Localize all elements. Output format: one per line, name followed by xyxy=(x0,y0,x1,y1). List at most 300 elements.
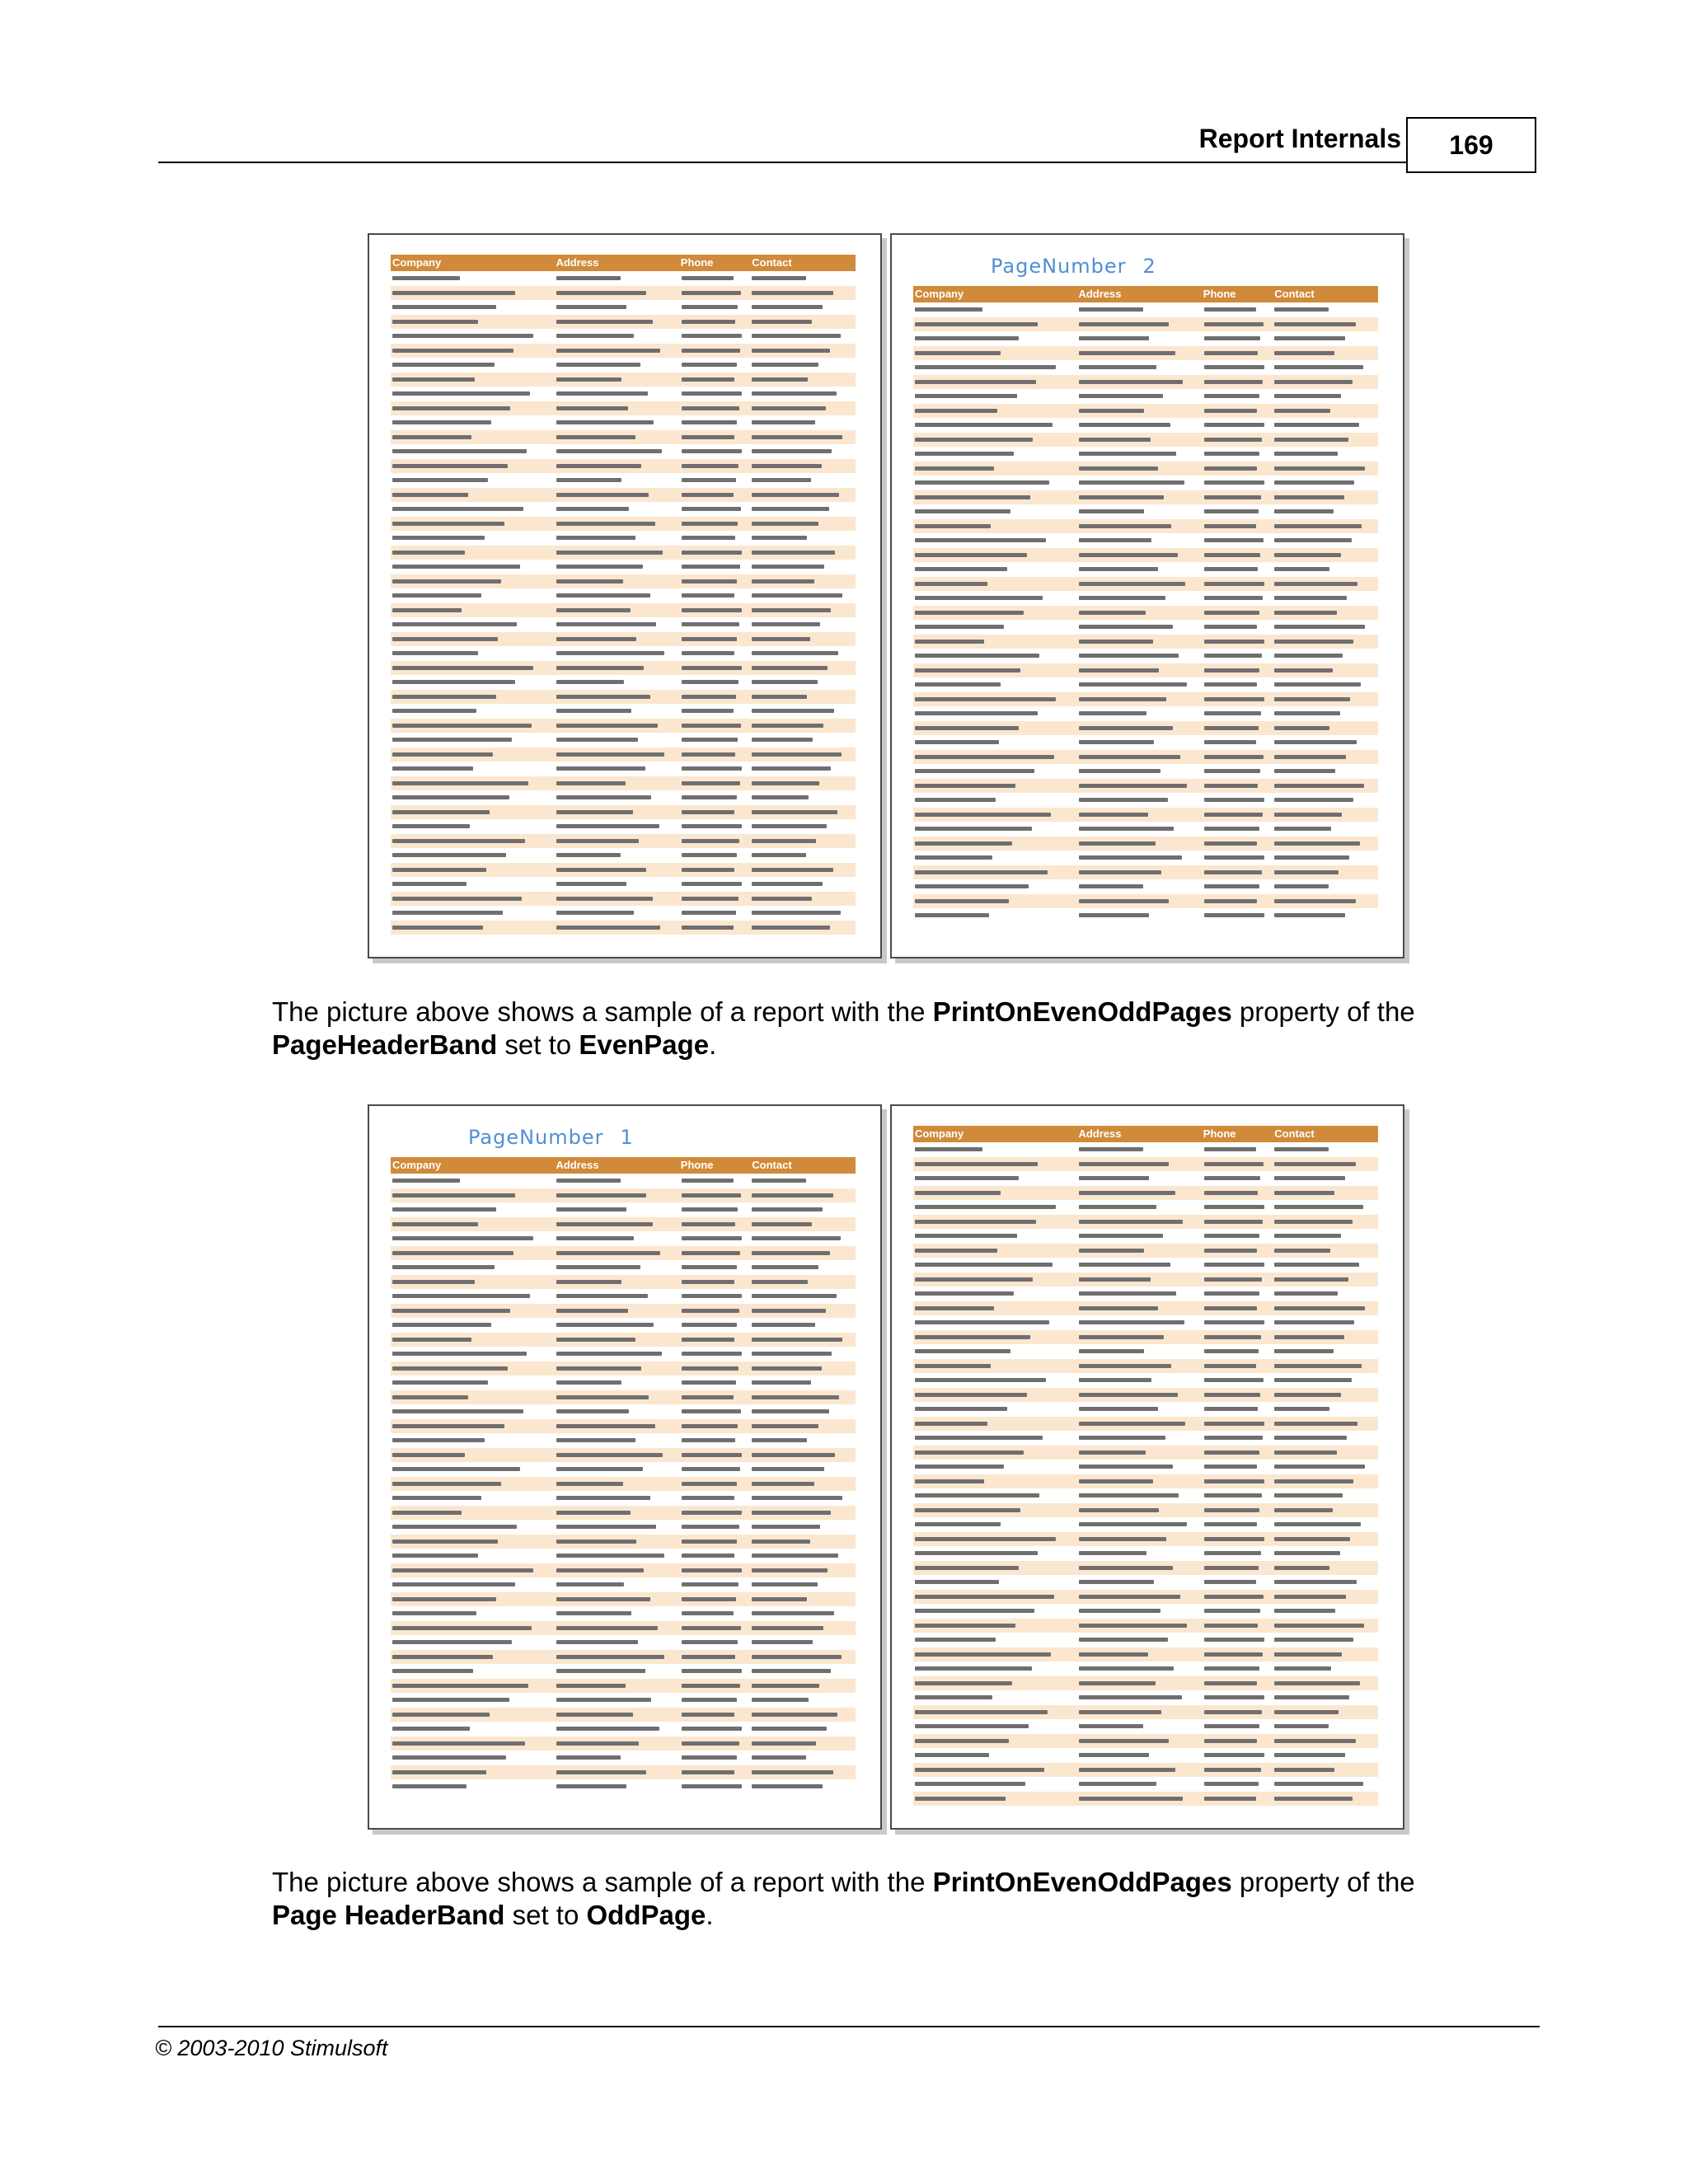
cell-text-placeholder xyxy=(1204,1609,1261,1613)
table-cell xyxy=(750,593,856,598)
cell-text-placeholder xyxy=(556,1323,654,1327)
cell-text-placeholder xyxy=(1274,1205,1362,1209)
cell-text-placeholder xyxy=(392,1511,462,1515)
table-cell xyxy=(1273,813,1378,817)
cell-text-placeholder xyxy=(1079,740,1154,744)
table-cell xyxy=(913,1306,1077,1310)
cell-text-placeholder xyxy=(392,391,530,396)
table-cell xyxy=(680,608,751,612)
table-cell xyxy=(1077,495,1202,499)
cell-text-placeholder xyxy=(1274,1263,1358,1267)
table-cell xyxy=(1273,1638,1378,1642)
cell-text-placeholder xyxy=(1079,1407,1157,1411)
caption-odd-page xyxy=(272,1866,1475,1932)
table-cell xyxy=(680,853,751,857)
cell-text-placeholder xyxy=(1079,336,1149,340)
cell-text-placeholder xyxy=(752,911,840,915)
cell-text-placeholder xyxy=(752,897,812,901)
table-row xyxy=(913,1488,1378,1503)
table-cell xyxy=(913,567,1077,571)
cell-text-placeholder xyxy=(1079,726,1173,730)
cell-text-placeholder xyxy=(1204,1147,1256,1151)
table-cell xyxy=(391,551,555,555)
cell-text-placeholder xyxy=(752,1698,809,1702)
cell-text-placeholder xyxy=(1204,855,1265,860)
cell-text-placeholder xyxy=(1204,538,1264,542)
table-row xyxy=(391,344,856,359)
table-cell xyxy=(1273,1220,1378,1224)
cell-text-placeholder xyxy=(1274,495,1343,499)
table-cell xyxy=(555,695,679,699)
cell-text-placeholder xyxy=(915,1782,1025,1786)
cell-text-placeholder xyxy=(392,1582,515,1586)
table-row xyxy=(913,1200,1378,1215)
table-cell xyxy=(555,1698,679,1702)
table-row xyxy=(391,1275,856,1290)
cell-text-placeholder xyxy=(1204,1595,1264,1599)
cell-text-placeholder xyxy=(1079,1263,1170,1267)
table-cell xyxy=(1273,899,1378,903)
cell-text-placeholder xyxy=(556,1366,641,1371)
cell-text-placeholder xyxy=(1274,899,1355,903)
table-cell xyxy=(913,1220,1077,1224)
table-row xyxy=(391,1736,856,1751)
table-cell xyxy=(750,1784,856,1788)
table-row xyxy=(913,1763,1378,1778)
table-cell xyxy=(1077,1451,1202,1455)
table-row xyxy=(391,271,856,286)
report-page-thumbnail-left xyxy=(368,1104,882,1830)
cell-text-placeholder xyxy=(556,305,626,309)
table-row xyxy=(391,1347,856,1361)
table-cell xyxy=(1203,1493,1273,1497)
cell-text-placeholder xyxy=(682,334,743,338)
table-cell xyxy=(1203,884,1273,888)
cell-text-placeholder xyxy=(1204,827,1260,831)
cell-text-placeholder xyxy=(1274,394,1340,398)
table-row xyxy=(391,1621,856,1636)
table-cell xyxy=(555,1554,679,1558)
table-cell xyxy=(1203,1436,1273,1440)
cell-text-placeholder xyxy=(556,1611,631,1615)
cell-text-placeholder xyxy=(915,1205,1056,1209)
cell-text-placeholder xyxy=(915,1768,1044,1772)
table-cell xyxy=(1203,913,1273,917)
cell-text-placeholder xyxy=(752,1251,829,1255)
table-cell xyxy=(555,1380,679,1385)
table-cell xyxy=(1273,1335,1378,1339)
table-row xyxy=(913,447,1378,462)
table-cell xyxy=(391,593,555,598)
table-cell xyxy=(680,391,751,396)
cell-text-placeholder xyxy=(392,781,528,785)
column-header: Address xyxy=(1078,1127,1122,1140)
table-cell xyxy=(750,637,856,641)
table-cell xyxy=(1203,1393,1273,1397)
table-cell xyxy=(750,853,856,857)
table-row xyxy=(913,1330,1378,1345)
table-row xyxy=(391,444,856,459)
table-cell xyxy=(913,1335,1077,1339)
cell-text-placeholder xyxy=(915,654,1039,658)
cell-text-placeholder xyxy=(1079,855,1181,860)
table-cell xyxy=(1203,1537,1273,1541)
cell-text-placeholder xyxy=(1079,538,1151,542)
cell-text-placeholder xyxy=(752,1655,841,1659)
table-cell xyxy=(1273,1652,1378,1657)
table-cell xyxy=(1077,1335,1202,1339)
cell-text-placeholder xyxy=(915,1624,1015,1628)
cell-text-placeholder xyxy=(682,493,734,497)
table-row xyxy=(913,1517,1378,1532)
cell-text-placeholder xyxy=(915,755,1054,759)
table-cell xyxy=(555,320,679,324)
cell-text-placeholder xyxy=(1079,798,1168,802)
cell-text-placeholder xyxy=(915,625,1004,629)
table-cell xyxy=(555,637,679,641)
table-cell xyxy=(555,1179,679,1183)
table-row xyxy=(391,1462,856,1477)
cell-text-placeholder xyxy=(682,911,736,915)
table-row xyxy=(391,661,856,676)
cell-text-placeholder xyxy=(1274,1451,1336,1455)
cell-text-placeholder xyxy=(392,363,495,367)
table-cell xyxy=(391,724,555,728)
cell-text-placeholder xyxy=(915,784,1015,788)
cell-text-placeholder xyxy=(682,1669,743,1673)
cell-text-placeholder xyxy=(392,593,481,598)
cell-text-placeholder xyxy=(915,1378,1046,1382)
table-cell xyxy=(555,565,679,569)
table-row xyxy=(913,1344,1378,1359)
table-row xyxy=(913,1402,1378,1417)
cell-text-placeholder xyxy=(682,1727,743,1731)
table-cell xyxy=(1077,466,1202,471)
cell-text-placeholder xyxy=(556,724,658,728)
table-cell xyxy=(750,781,856,785)
table-row xyxy=(913,562,1378,577)
cell-text-placeholder xyxy=(752,276,805,280)
table-cell xyxy=(680,926,751,930)
cell-text-placeholder xyxy=(392,795,509,799)
cell-text-placeholder xyxy=(556,334,634,338)
table-cell xyxy=(913,711,1077,715)
table-cell xyxy=(391,1727,555,1731)
table-cell xyxy=(1203,351,1273,355)
cell-text-placeholder xyxy=(392,435,471,439)
cell-text-placeholder xyxy=(915,466,994,471)
table-cell xyxy=(1203,1277,1273,1282)
table-cell xyxy=(1203,1234,1273,1238)
cell-text-placeholder xyxy=(752,666,828,670)
table-row xyxy=(913,1661,1378,1676)
table-row xyxy=(913,721,1378,736)
table-cell xyxy=(391,1496,555,1500)
table-cell xyxy=(391,522,555,526)
table-row xyxy=(913,504,1378,519)
table-cell xyxy=(555,795,679,799)
table-row xyxy=(913,1474,1378,1489)
cell-text-placeholder xyxy=(752,334,840,338)
table-cell xyxy=(391,1294,555,1298)
table-cell xyxy=(913,351,1077,355)
table-cell xyxy=(1203,1422,1273,1426)
table-cell xyxy=(913,913,1077,917)
cell-text-placeholder xyxy=(752,810,837,814)
cell-text-placeholder xyxy=(915,1508,1020,1512)
table-cell xyxy=(1273,1609,1378,1613)
table-cell xyxy=(680,449,751,453)
cell-text-placeholder xyxy=(392,1193,515,1197)
cell-text-placeholder xyxy=(1204,423,1265,427)
table-cell xyxy=(391,1438,555,1442)
table-cell xyxy=(1273,509,1378,513)
table-row xyxy=(391,1750,856,1765)
table-cell xyxy=(1077,1249,1202,1253)
cell-text-placeholder xyxy=(1079,1436,1165,1440)
cell-text-placeholder xyxy=(1079,1451,1145,1455)
table-row xyxy=(913,1157,1378,1172)
table-cell xyxy=(750,1251,856,1255)
cell-text-placeholder xyxy=(556,1265,640,1269)
table-cell xyxy=(680,1698,751,1702)
table-cell xyxy=(680,1366,751,1371)
cell-text-placeholder xyxy=(392,507,523,511)
cell-text-placeholder xyxy=(682,551,743,555)
table-cell xyxy=(750,276,856,280)
table-row xyxy=(391,834,856,849)
table-cell xyxy=(750,478,856,482)
table-cell xyxy=(913,1710,1077,1714)
table-row xyxy=(391,329,856,344)
table-cell xyxy=(1273,711,1378,715)
table-cell xyxy=(913,409,1077,413)
table-cell xyxy=(555,579,679,583)
cell-text-placeholder xyxy=(556,1193,646,1197)
cell-text-placeholder xyxy=(915,438,1033,442)
table-row xyxy=(913,519,1378,534)
cell-text-placeholder xyxy=(556,320,653,324)
cell-text-placeholder xyxy=(1204,798,1265,802)
cell-text-placeholder xyxy=(682,766,743,771)
table-cell xyxy=(391,391,555,396)
table-cell xyxy=(391,810,555,814)
cell-text-placeholder xyxy=(682,1453,743,1457)
table-cell xyxy=(1273,1191,1378,1195)
table-cell xyxy=(913,870,1077,874)
table-cell xyxy=(680,766,751,771)
cell-text-placeholder xyxy=(1204,394,1260,398)
cell-text-placeholder xyxy=(915,423,1053,427)
cell-text-placeholder xyxy=(556,853,620,857)
cell-text-placeholder xyxy=(392,1640,512,1644)
cell-text-placeholder xyxy=(1204,1378,1264,1382)
cell-text-placeholder xyxy=(752,1611,833,1615)
table-cell xyxy=(1273,726,1378,730)
table-cell xyxy=(913,1753,1077,1757)
table-cell xyxy=(555,334,679,338)
table-cell xyxy=(913,1595,1077,1599)
table-cell xyxy=(1273,1291,1378,1296)
table-row xyxy=(913,1359,1378,1374)
table-cell xyxy=(555,435,679,439)
table-cell xyxy=(750,1511,856,1515)
table-cell xyxy=(680,1179,751,1183)
column-header: Phone xyxy=(1203,288,1236,300)
table-cell xyxy=(1273,625,1378,629)
cell-text-placeholder xyxy=(1274,682,1361,687)
cell-text-placeholder xyxy=(752,1424,818,1428)
cell-text-placeholder xyxy=(392,1366,508,1371)
page-number-label xyxy=(468,1126,634,1149)
table-cell xyxy=(750,1424,856,1428)
table-cell xyxy=(680,406,751,410)
cell-text-placeholder xyxy=(392,291,515,295)
table-cell xyxy=(913,798,1077,802)
cell-text-placeholder xyxy=(682,853,737,857)
table-row xyxy=(913,1604,1378,1619)
table-cell xyxy=(1077,1768,1202,1772)
table-cell xyxy=(913,1580,1077,1584)
table-cell xyxy=(555,1438,679,1442)
table-cell xyxy=(391,320,555,324)
table-cell xyxy=(391,1280,555,1284)
table-cell xyxy=(1203,1652,1273,1657)
table-cell xyxy=(1077,1624,1202,1628)
cell-text-placeholder xyxy=(915,1724,1029,1728)
table-row xyxy=(913,1546,1378,1561)
cell-text-placeholder xyxy=(556,363,640,367)
cell-text-placeholder xyxy=(556,1770,646,1774)
table-cell xyxy=(680,1395,751,1399)
table-cell xyxy=(1203,1320,1273,1324)
table-cell xyxy=(913,726,1077,730)
cell-text-placeholder xyxy=(392,1554,478,1558)
table-cell xyxy=(680,1525,751,1529)
cell-text-placeholder xyxy=(915,1638,996,1642)
table-cell xyxy=(680,1713,751,1717)
cell-text-placeholder xyxy=(915,1220,1036,1224)
table-cell xyxy=(391,752,555,757)
cell-text-placeholder xyxy=(915,682,1001,687)
table-row xyxy=(391,776,856,791)
table-cell xyxy=(680,464,751,468)
cell-text-placeholder xyxy=(682,1525,739,1529)
table-cell xyxy=(680,1251,751,1255)
cell-text-placeholder xyxy=(915,1666,1032,1671)
table-cell xyxy=(680,1568,751,1572)
table-row xyxy=(391,1260,856,1275)
table-cell xyxy=(680,709,751,713)
table-cell xyxy=(1077,351,1202,355)
caption-even-page xyxy=(272,996,1475,1062)
table-cell xyxy=(750,1626,856,1630)
table-cell xyxy=(750,810,856,814)
cell-text-placeholder xyxy=(556,839,639,843)
cell-text-placeholder xyxy=(1274,798,1353,802)
column-header: Address xyxy=(556,1159,599,1171)
cell-text-placeholder xyxy=(1204,1479,1265,1483)
table-cell xyxy=(750,1698,856,1702)
cell-text-placeholder xyxy=(682,868,734,872)
table-cell xyxy=(680,1611,751,1615)
table-cell xyxy=(1273,1263,1378,1267)
table-cell xyxy=(913,1191,1077,1195)
cell-text-placeholder xyxy=(556,1597,650,1601)
cell-text-placeholder xyxy=(752,493,839,497)
table-cell xyxy=(555,1424,679,1428)
cell-text-placeholder xyxy=(1204,654,1262,658)
table-cell xyxy=(1203,524,1273,528)
table-cell xyxy=(555,391,679,396)
cell-text-placeholder xyxy=(1274,1595,1346,1599)
cell-text-placeholder xyxy=(752,1323,815,1327)
cell-text-placeholder xyxy=(682,1496,734,1500)
table-cell xyxy=(391,709,555,713)
table-cell xyxy=(391,1698,555,1702)
table-row xyxy=(391,1592,856,1607)
table-cell xyxy=(1077,1162,1202,1166)
cell-text-placeholder xyxy=(392,551,465,555)
table-row xyxy=(391,459,856,474)
table-cell xyxy=(391,276,555,280)
table-row xyxy=(391,906,856,921)
table-cell xyxy=(391,911,555,915)
cell-text-placeholder xyxy=(915,1320,1049,1324)
cell-text-placeholder xyxy=(1274,1666,1331,1671)
table-cell xyxy=(555,1309,679,1313)
table-cell xyxy=(391,1755,555,1760)
table-cell xyxy=(1077,913,1202,917)
cell-text-placeholder xyxy=(682,449,742,453)
cell-text-placeholder xyxy=(752,795,809,799)
table-cell xyxy=(1273,1753,1378,1757)
table-cell xyxy=(1273,1493,1378,1497)
cell-text-placeholder xyxy=(752,349,829,353)
cell-text-placeholder xyxy=(752,363,818,367)
table-cell xyxy=(913,538,1077,542)
table-cell xyxy=(1077,394,1202,398)
table-row xyxy=(913,865,1378,880)
cell-text-placeholder xyxy=(1274,336,1344,340)
cell-text-placeholder xyxy=(1204,1162,1264,1166)
table-cell xyxy=(1203,1349,1273,1353)
cell-text-placeholder xyxy=(752,464,821,468)
cell-text-placeholder xyxy=(556,781,625,785)
table-row xyxy=(391,1635,856,1650)
cell-text-placeholder xyxy=(682,810,734,814)
table-cell xyxy=(750,1755,856,1760)
cell-text-placeholder xyxy=(1079,611,1145,615)
table-row xyxy=(913,1417,1378,1432)
table-cell xyxy=(1203,596,1273,600)
report-table xyxy=(391,255,856,935)
table-cell xyxy=(1273,1249,1378,1253)
cell-text-placeholder xyxy=(752,1366,821,1371)
cell-text-placeholder xyxy=(1274,697,1350,701)
table-cell xyxy=(1273,1739,1378,1743)
table-cell xyxy=(680,795,751,799)
cell-text-placeholder xyxy=(682,1597,736,1601)
cell-text-placeholder xyxy=(1204,1349,1259,1353)
table-cell xyxy=(680,752,751,757)
table-cell xyxy=(1077,1306,1202,1310)
table-cell xyxy=(391,349,555,353)
table-row xyxy=(391,790,856,805)
table-cell xyxy=(1273,1768,1378,1772)
table-row xyxy=(913,317,1378,332)
table-cell xyxy=(555,824,679,828)
